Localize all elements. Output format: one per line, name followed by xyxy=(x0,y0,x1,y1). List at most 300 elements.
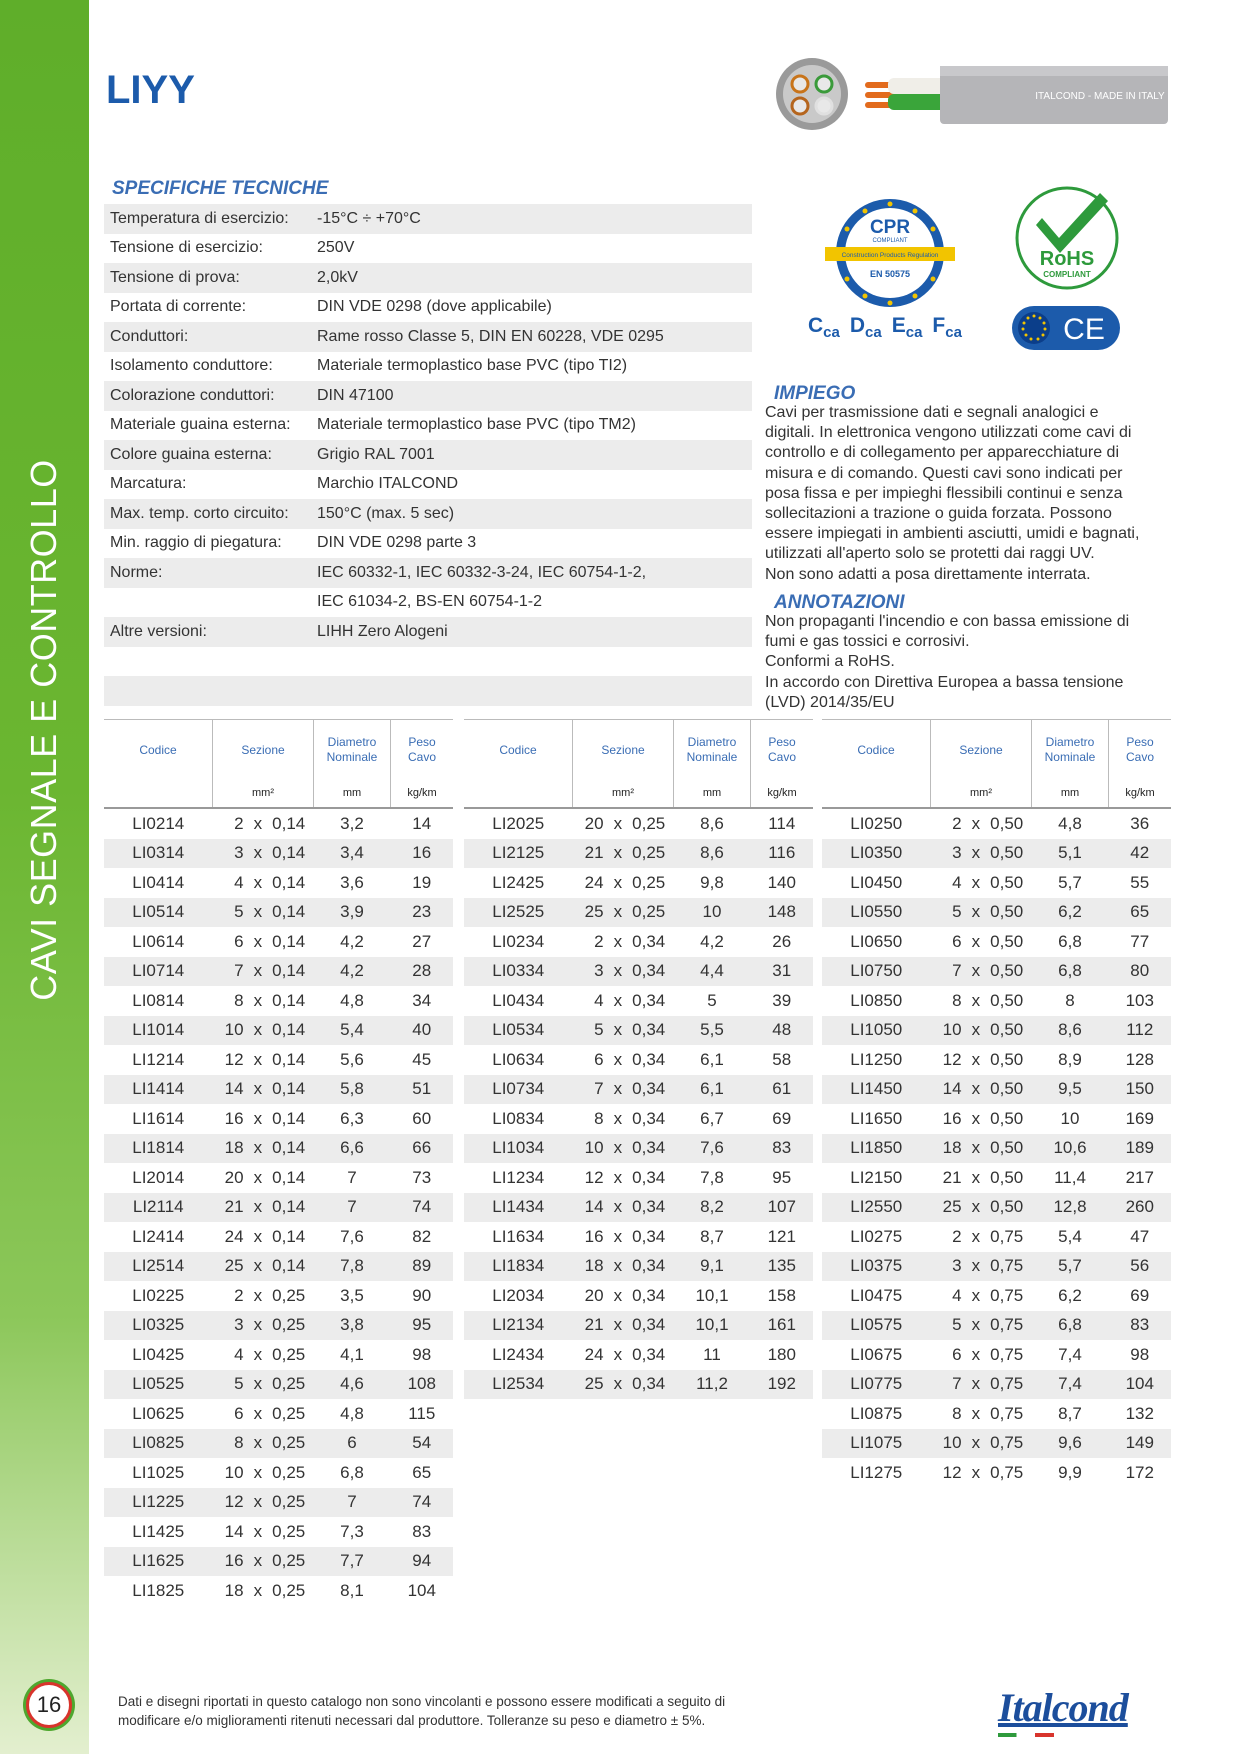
cell-conductors: 10 xyxy=(573,1134,608,1164)
table-row xyxy=(464,1252,813,1282)
cell-codice: LI0334 xyxy=(464,957,573,987)
table-row xyxy=(464,1016,813,1046)
table-row xyxy=(104,1075,453,1105)
cell-times: x xyxy=(248,1075,269,1105)
cpr-class xyxy=(932,314,962,342)
cell-section: 0,14 xyxy=(272,1049,306,1069)
table-row xyxy=(822,1399,1171,1429)
cell-weight: 19 xyxy=(412,872,432,892)
cell-diameter: 10 xyxy=(674,898,751,928)
cell-section: 0,25 xyxy=(268,1311,313,1341)
spec-row xyxy=(104,293,752,323)
spec-value: DIN VDE 0298 (dove applicabile) xyxy=(317,298,552,316)
cell-section: 0,34 xyxy=(628,1193,673,1223)
table-row xyxy=(464,1340,813,1370)
impiego-line: Non sono adatti a posa direttamente interrata. xyxy=(765,565,1091,583)
cell-conductors: 5 xyxy=(931,898,966,928)
cell-diameter: 7 xyxy=(314,1193,391,1223)
table-row xyxy=(822,986,1171,1016)
cell-weight: 48 xyxy=(751,1016,814,1046)
cell-section: 0,75 xyxy=(990,1344,1024,1364)
cpr-class-sub: ca xyxy=(823,324,840,342)
cell-times: x xyxy=(971,931,981,951)
cell-diameter: 8,2 xyxy=(674,1193,751,1223)
cell-codice: LI1614 xyxy=(132,1108,185,1128)
cell-weight: 148 xyxy=(751,898,814,928)
cell-times: x xyxy=(966,1252,987,1282)
cell-diameter: 7,6 xyxy=(340,1226,364,1246)
header-unit-peso: kg/km xyxy=(1109,780,1172,808)
cell-conductors: 2 xyxy=(952,1226,962,1246)
cell-weight: 104 xyxy=(407,1580,436,1600)
cell-section: 0,75 xyxy=(986,1429,1031,1459)
cell-times: x xyxy=(613,1226,623,1246)
cpr-class xyxy=(808,314,840,342)
cell-diameter: 7,8 xyxy=(314,1252,391,1282)
specs-heading: SPECIFICHE TECNICHE xyxy=(112,178,329,199)
cell-codice: LI0750 xyxy=(822,957,931,987)
cell-conductors: 24 xyxy=(584,1344,604,1364)
cell-conductors: 4 xyxy=(952,1285,962,1305)
cell-codice: LI0714 xyxy=(104,957,213,987)
cell-conductors: 8 xyxy=(952,990,962,1010)
header-unit-sezione: mm² xyxy=(931,780,1032,808)
cell-conductors: 16 xyxy=(942,1108,962,1128)
cell-conductors: 12 xyxy=(942,1462,962,1482)
cell-diameter: 8,6 xyxy=(700,813,724,833)
cell-diameter: 3,6 xyxy=(340,872,364,892)
cell-times: x xyxy=(966,1016,987,1046)
rohs-label: RoHS xyxy=(1039,248,1095,270)
cell-section: 0,25 xyxy=(632,872,666,892)
cell-weight: 90 xyxy=(412,1285,432,1305)
table-row xyxy=(464,1075,813,1105)
cell-weight: 150 xyxy=(1109,1075,1172,1105)
spec-value: LIHH Zero Alogeni xyxy=(317,622,448,640)
cell-diameter: 5,5 xyxy=(674,1016,751,1046)
header-sezione: Sezione xyxy=(213,720,314,781)
table-row xyxy=(104,927,453,957)
cell-diameter: 8,1 xyxy=(340,1580,364,1600)
cell-diameter: 6,8 xyxy=(1058,931,1082,951)
table-row xyxy=(104,808,453,839)
cell-section: 0,34 xyxy=(632,990,666,1010)
cell-codice: LI0514 xyxy=(104,898,213,928)
cell-weight: 55 xyxy=(1130,872,1150,892)
cell-conductors: 12 xyxy=(942,1049,962,1069)
cell-codice: LI0534 xyxy=(464,1016,573,1046)
cell-diameter: 3,8 xyxy=(314,1311,391,1341)
spec-label: Colore guaina esterna: xyxy=(110,445,272,463)
impiego-line: posa fissa e per impieghi flessibili continui e senza xyxy=(765,484,1123,502)
cell-section: 0,34 xyxy=(632,1167,666,1187)
spec-value: Grigio RAL 7001 xyxy=(317,445,435,463)
table-row xyxy=(464,986,813,1016)
cell-weight: 158 xyxy=(767,1285,796,1305)
cell-diameter: 10,1 xyxy=(695,1285,729,1305)
cell-conductors: 8 xyxy=(213,1429,248,1459)
table-row xyxy=(104,1193,453,1223)
header-sezione: Sezione xyxy=(931,720,1032,781)
cell-diameter: 8,7 xyxy=(700,1226,724,1246)
cell-diameter: 10,6 xyxy=(1032,1134,1109,1164)
cell-conductors: 18 xyxy=(224,1580,244,1600)
product-title: LIYY xyxy=(106,68,195,112)
table-row xyxy=(822,839,1171,869)
spec-row xyxy=(104,352,752,382)
cell-diameter: 8 xyxy=(1065,990,1075,1010)
cell-codice: LI1275 xyxy=(850,1462,903,1482)
cell-conductors: 18 xyxy=(213,1134,248,1164)
cell-section: 0,25 xyxy=(272,1580,306,1600)
cell-section: 0,25 xyxy=(268,1429,313,1459)
cell-weight: 14 xyxy=(412,813,432,833)
cell-section: 0,34 xyxy=(628,1252,673,1282)
cell-diameter: 4,2 xyxy=(314,957,391,987)
table-row xyxy=(822,1458,1171,1488)
cell-diameter: 3,2 xyxy=(340,813,364,833)
table-row xyxy=(464,1281,813,1311)
cell-codice: LI1050 xyxy=(822,1016,931,1046)
cell-conductors: 20 xyxy=(584,813,604,833)
header-diametro: Diametro Nominale xyxy=(674,720,751,781)
cell-times: x xyxy=(248,1429,269,1459)
table-row xyxy=(822,1340,1171,1370)
cell-weight: 73 xyxy=(412,1167,432,1187)
table-row xyxy=(104,1163,453,1193)
cell-codice: LI0425 xyxy=(132,1344,185,1364)
cell-codice: LI2414 xyxy=(132,1226,185,1246)
cell-conductors: 4 xyxy=(234,872,244,892)
cell-section: 0,25 xyxy=(632,813,666,833)
cell-times: x xyxy=(613,1049,623,1069)
cell-times: x xyxy=(608,839,629,869)
cell-diameter: 8,6 xyxy=(674,839,751,869)
spec-row xyxy=(104,470,752,500)
table-row xyxy=(104,1429,453,1459)
cell-codice: LI2014 xyxy=(132,1167,185,1187)
cell-section: 0,25 xyxy=(268,1370,313,1400)
cell-codice: LI0375 xyxy=(822,1252,931,1282)
cell-codice: LI0350 xyxy=(822,839,931,869)
cell-times: x xyxy=(613,931,623,951)
cell-times: x xyxy=(966,898,987,928)
cell-section: 0,75 xyxy=(990,1462,1024,1482)
cell-diameter: 10 xyxy=(1060,1108,1080,1128)
cell-conductors: 7 xyxy=(213,957,248,987)
cell-diameter: 8,6 xyxy=(1032,1016,1109,1046)
cell-diameter: 7 xyxy=(314,1488,391,1518)
table-row xyxy=(104,1458,453,1488)
cell-times: x xyxy=(971,1108,981,1128)
cell-conductors: 4 xyxy=(234,1344,244,1364)
product-table-3 xyxy=(822,719,1171,1488)
spec-label: Tensione di prova: xyxy=(110,268,240,286)
cell-diameter: 5,8 xyxy=(314,1075,391,1105)
cell-times: x xyxy=(971,990,981,1010)
cell-diameter: 9,9 xyxy=(1058,1462,1082,1482)
spec-label: Conduttori: xyxy=(110,327,189,345)
table-row xyxy=(822,1429,1171,1459)
cpr-label: CPR xyxy=(869,217,911,238)
impiego-line: utilizzati all'aperto solo se protetti dai raggi UV. xyxy=(765,545,1095,563)
cell-codice: LI2434 xyxy=(492,1344,545,1364)
spec-row xyxy=(104,381,752,411)
table-row xyxy=(822,1222,1171,1252)
table-row xyxy=(822,808,1171,839)
cell-codice: LI0475 xyxy=(850,1285,903,1305)
annotazioni-line: fumi e gas tossici e corrosivi. xyxy=(765,633,970,651)
cell-weight: 69 xyxy=(1130,1285,1150,1305)
cell-diameter: 3,4 xyxy=(314,839,391,869)
cell-section: 0,25 xyxy=(272,1521,306,1541)
cell-conductors: 8 xyxy=(594,1108,604,1128)
cell-codice: LI1814 xyxy=(104,1134,213,1164)
cell-codice: LI0414 xyxy=(132,872,185,892)
cell-diameter: 5,1 xyxy=(1032,839,1109,869)
cpr-class-letter: F xyxy=(932,314,946,337)
cell-codice: LI0314 xyxy=(104,839,213,869)
cell-weight: 51 xyxy=(391,1075,454,1105)
cell-section: 0,34 xyxy=(628,1370,673,1400)
cell-weight: 115 xyxy=(408,1403,436,1423)
spec-row xyxy=(104,588,752,618)
table-row xyxy=(104,1547,453,1577)
cell-section: 0,50 xyxy=(990,1167,1024,1187)
spec-row xyxy=(104,558,752,588)
cell-conductors: 14 xyxy=(224,1521,244,1541)
cell-weight: 61 xyxy=(751,1075,814,1105)
cell-codice: LI1450 xyxy=(822,1075,931,1105)
cell-weight: 98 xyxy=(1130,1344,1150,1364)
cell-section: 0,34 xyxy=(628,957,673,987)
cell-times: x xyxy=(608,1252,629,1282)
cell-weight: 83 xyxy=(412,1521,432,1541)
cell-conductors: 25 xyxy=(573,898,608,928)
cell-conductors: 7 xyxy=(931,957,966,987)
table-row xyxy=(822,1252,1171,1282)
cell-diameter: 5 xyxy=(707,990,717,1010)
cell-diameter: 5,7 xyxy=(1032,1252,1109,1282)
cell-times: x xyxy=(608,1075,629,1105)
header-peso: Peso Cavo xyxy=(751,720,814,781)
spec-row xyxy=(104,617,752,647)
cell-weight: 74 xyxy=(391,1193,454,1223)
table-row xyxy=(822,1134,1171,1164)
cell-weight: 116 xyxy=(751,839,814,869)
spec-value: DIN 47100 xyxy=(317,386,394,404)
cell-codice: LI1234 xyxy=(492,1167,545,1187)
cell-diameter: 7,3 xyxy=(340,1521,364,1541)
cell-codice: LI0850 xyxy=(850,990,903,1010)
cell-weight: 128 xyxy=(1125,1049,1154,1069)
table-row xyxy=(464,927,813,957)
spec-value: DIN VDE 0298 parte 3 xyxy=(317,534,477,552)
cell-codice: LI1834 xyxy=(464,1252,573,1282)
cell-diameter: 11 xyxy=(703,1344,721,1364)
cpr-classes xyxy=(808,314,972,341)
cell-diameter: 7,7 xyxy=(314,1547,391,1577)
table-row xyxy=(104,898,453,928)
cell-section: 0,34 xyxy=(628,1134,673,1164)
cell-codice: LI0814 xyxy=(132,990,185,1010)
cell-conductors: 10 xyxy=(931,1016,966,1046)
cell-section: 0,14 xyxy=(268,1134,313,1164)
cell-times: x xyxy=(608,1193,629,1223)
cell-conductors: 10 xyxy=(224,1462,244,1482)
cell-section: 0,25 xyxy=(268,1547,313,1577)
cell-weight: 260 xyxy=(1109,1193,1172,1223)
cell-conductors: 7 xyxy=(573,1075,608,1105)
cell-times: x xyxy=(971,1285,981,1305)
cell-weight: 172 xyxy=(1125,1462,1154,1482)
annotazioni-line: Conformi a RoHS. xyxy=(765,653,895,671)
cell-weight: 95 xyxy=(391,1311,454,1341)
cell-section: 0,14 xyxy=(268,1075,313,1105)
cell-codice: LI1650 xyxy=(850,1108,903,1128)
table-row xyxy=(104,1252,453,1282)
cell-section: 0,25 xyxy=(272,1344,306,1364)
cell-codice: LI2034 xyxy=(492,1285,545,1305)
cell-times: x xyxy=(608,957,629,987)
cell-diameter: 4,8 xyxy=(340,1403,364,1423)
cell-diameter: 12,8 xyxy=(1032,1193,1109,1223)
cell-times: x xyxy=(253,931,263,951)
cell-weight: 27 xyxy=(412,931,432,951)
cell-diameter: 9,5 xyxy=(1032,1075,1109,1105)
cell-times: x xyxy=(248,957,269,987)
cell-conductors: 4 xyxy=(952,872,962,892)
cell-codice: LI0275 xyxy=(850,1226,903,1246)
cell-diameter: 5,6 xyxy=(340,1049,364,1069)
cell-diameter: 7,6 xyxy=(674,1134,751,1164)
table-row xyxy=(822,1193,1171,1223)
table-row xyxy=(822,868,1171,898)
cell-conductors: 8 xyxy=(234,990,244,1010)
table-row xyxy=(464,957,813,987)
cell-section: 0,50 xyxy=(986,1075,1031,1105)
cell-section: 0,14 xyxy=(272,990,306,1010)
impiego-line: essere impiegati in ambienti asciutti, umidi e bagnati, xyxy=(765,525,1140,543)
cell-weight: 189 xyxy=(1109,1134,1172,1164)
cell-weight: 161 xyxy=(751,1311,814,1341)
cell-diameter: 6,8 xyxy=(340,1462,364,1482)
cell-times: x xyxy=(253,1580,263,1600)
cell-weight: 66 xyxy=(391,1134,454,1164)
spec-row xyxy=(104,499,752,529)
header-peso: Peso Cavo xyxy=(1109,720,1172,781)
cell-codice: LI0214 xyxy=(132,813,185,833)
table-row xyxy=(104,1576,453,1606)
spec-row xyxy=(104,411,752,441)
cell-codice: LI0575 xyxy=(822,1311,931,1341)
cell-times: x xyxy=(966,1193,987,1223)
cell-diameter: 3,5 xyxy=(340,1285,364,1305)
header-unit-diametro: mm xyxy=(314,780,391,808)
cell-diameter: 6,7 xyxy=(700,1108,724,1128)
table-row xyxy=(104,1370,453,1400)
cell-times: x xyxy=(248,839,269,869)
cell-weight: 180 xyxy=(767,1344,796,1364)
cell-section: 0,25 xyxy=(628,839,673,869)
cell-conductors: 12 xyxy=(584,1167,604,1187)
cell-codice: LI1025 xyxy=(132,1462,185,1482)
cell-codice: LI0525 xyxy=(104,1370,213,1400)
cell-conductors: 3 xyxy=(213,839,248,869)
cell-times: x xyxy=(608,1370,629,1400)
cpr-class xyxy=(891,314,923,342)
table-row xyxy=(464,1222,813,1252)
cell-codice: LI2134 xyxy=(464,1311,573,1341)
cell-times: x xyxy=(971,1344,981,1364)
cell-weight: 98 xyxy=(412,1344,432,1364)
cell-codice: LI2525 xyxy=(464,898,573,928)
cell-times: x xyxy=(253,1285,263,1305)
cell-weight: 31 xyxy=(751,957,814,987)
product-table-2 xyxy=(464,719,813,1399)
spec-label: Norme: xyxy=(110,563,163,581)
sidebar xyxy=(0,0,89,1754)
cell-section: 0,34 xyxy=(632,1108,666,1128)
cell-section: 0,14 xyxy=(268,1193,313,1223)
table-row xyxy=(104,1340,453,1370)
cell-section: 0,14 xyxy=(268,839,313,869)
spec-value: Rame rosso Classe 5, DIN EN 60228, VDE 0295 xyxy=(317,327,664,345)
cell-section: 0,34 xyxy=(632,1344,666,1364)
cell-diameter: 9,8 xyxy=(700,872,724,892)
impiego-line: controllo e di collegamento per apparecchiature di xyxy=(765,444,1119,462)
cell-weight: 42 xyxy=(1109,839,1172,869)
cell-conductors: 14 xyxy=(213,1075,248,1105)
product-table-1 xyxy=(104,719,453,1606)
cell-times: x xyxy=(608,1311,629,1341)
cell-weight: 54 xyxy=(391,1429,454,1459)
cell-conductors: 14 xyxy=(573,1193,608,1223)
table-row xyxy=(104,1281,453,1311)
table-row xyxy=(822,1163,1171,1193)
cell-diameter: 5,4 xyxy=(1058,1226,1082,1246)
cell-section: 0,34 xyxy=(632,1049,666,1069)
table-row xyxy=(464,1193,813,1223)
spec-row xyxy=(104,529,752,559)
cell-section: 0,14 xyxy=(268,957,313,987)
annotazioni-text xyxy=(765,612,1170,713)
cell-conductors: 2 xyxy=(594,931,604,951)
cell-diameter: 5,4 xyxy=(314,1016,391,1046)
cell-times: x xyxy=(253,872,263,892)
cell-weight: 114 xyxy=(768,813,796,833)
cell-conductors: 16 xyxy=(584,1226,604,1246)
spec-value: -15°C ÷ +70°C xyxy=(317,209,421,227)
table-row xyxy=(464,898,813,928)
spec-label: Temperatura di esercizio: xyxy=(110,209,289,227)
cell-diameter: 10,1 xyxy=(674,1311,751,1341)
cell-codice: LI0775 xyxy=(822,1370,931,1400)
cell-times: x xyxy=(966,1311,987,1341)
cell-diameter: 4,2 xyxy=(340,931,364,951)
cell-codice: LI1225 xyxy=(104,1488,213,1518)
cell-weight: 16 xyxy=(391,839,454,869)
cell-conductors: 24 xyxy=(584,872,604,892)
cell-diameter: 6,8 xyxy=(1032,1311,1109,1341)
table-row xyxy=(104,1104,453,1134)
spec-label: Tensione di esercizio: xyxy=(110,239,263,257)
cell-times: x xyxy=(966,957,987,987)
cell-weight: 94 xyxy=(391,1547,454,1577)
italian-flag-stripe xyxy=(998,1733,1054,1737)
cpr-class-letter: C xyxy=(808,314,824,337)
cell-diameter: 11,4 xyxy=(1054,1167,1086,1187)
